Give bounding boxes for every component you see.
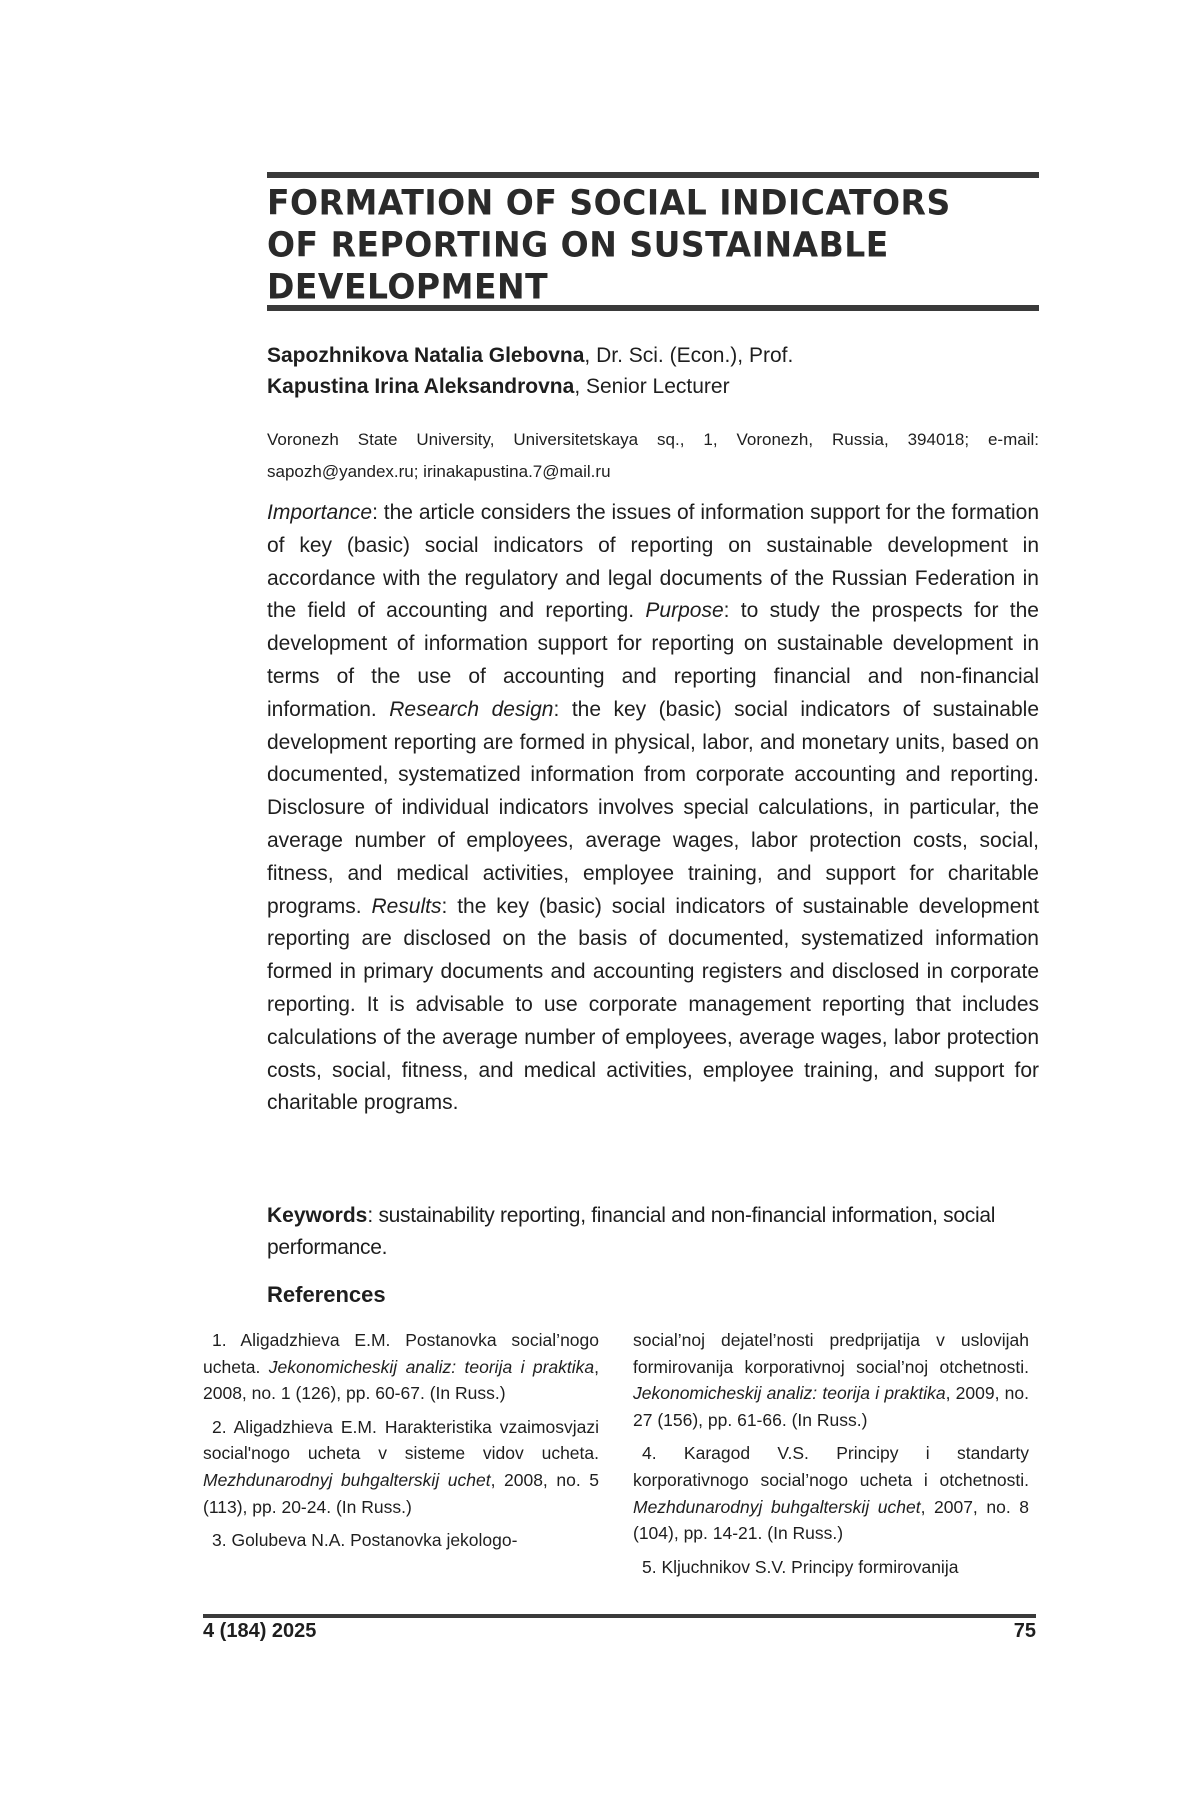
reference-3-continued [633, 1327, 1029, 1433]
title-line-2: OF REPORTING ON SUSTAINABLE [267, 224, 1039, 266]
reference-2-source: Mezhdunarodnyj buhgalterskij uchet [203, 1470, 491, 1490]
reference-3-start: 3. Golubeva N.A. Postanovka jekologo- [203, 1527, 599, 1554]
article-title [267, 182, 1039, 308]
author-2-name: Kapustina Irina Aleksandrovna [267, 375, 574, 398]
reference-3-details: , 2009, no. 27 (156), pp. 61-66. (In Russ.) [633, 1383, 1029, 1430]
reference-2-text: 2. Aligadzhieva E.M. Harakteristika vzaimosvjazi social'nogo ucheta v sisteme vidov ucheta. [203, 1417, 599, 1464]
results-text: : the key (basic) social indicators of sustainable development reporting are disclosed on the basis of documented, systematized information formed in primary documents and accounting registers and disclosed in corporate reporting. It is advisable to use corporate management reporting that includes calculations of the average number of employees, average wages, labor protection costs, social, fitness, and medical activities, employee training, and support for charitable programs. [267, 895, 1039, 1115]
importance-label: Importance [267, 501, 372, 524]
references-column-right [633, 1327, 1029, 1587]
research-design-text: : the key (basic) social indicators of sustainable development reporting are formed in physical, labor, and monetary units, based on documented, systematized information from corporate accounting and reporting. Disclosure of individual indicators involves special calculations, in particular, the average number of employees, average wages, labor protection costs, social, fitness, and medical activities, employee training, and support for charitable programs. [267, 698, 1039, 918]
reference-2-details: , 2008, no. 5 (113), pp. 20-24. (In Russ.) [203, 1470, 599, 1517]
reference-4 [633, 1440, 1029, 1546]
keywords-text: : sustainability reporting, financial and non-financial information, social performance. [267, 1204, 995, 1259]
author-2 [267, 371, 1039, 402]
issue-number: 4 (184) 2025 [203, 1620, 316, 1643]
abstract [267, 497, 1039, 1120]
author-1-credentials: , Dr. Sci. (Econ.), Prof. [584, 344, 793, 367]
purpose-text: : to study the prospects for the development of information support for reporting on sustainable development in terms of the use of accounting and reporting financial and non-financial information. [267, 599, 1039, 720]
title-line-3: DEVELOPMENT [267, 266, 1039, 308]
affiliation: Voronezh State University, Universitetskaya sq., 1, Voronezh, Russia, 394018; e-mail: sapozh@yandex.ru; irinakapustina.7@mail.ru [267, 424, 1039, 488]
reference-1 [203, 1327, 599, 1407]
footer-rule [203, 1614, 1036, 1618]
author-1 [267, 340, 1039, 371]
reference-4-text: 4. Karagod V.S. Principy i standarty korporativnogo social’nogo ucheta i otchetnosti. [633, 1443, 1029, 1490]
keywords [267, 1200, 1039, 1264]
reference-3-source: Jekonomicheskij analiz: teorija i praktika [633, 1383, 946, 1403]
results-label: Results [371, 895, 441, 918]
importance-text: : the article considers the issues of information support for the formation of key (basic) social indicators of reporting on sustainable development in accordance with the regulatory and legal documents of the Russian Federation in the field of accounting and reporting. [267, 501, 1039, 622]
research-design-label: Research design [389, 698, 553, 721]
reference-5-start: 5. Kljuchnikov S.V. Principy formirovanija [633, 1554, 1029, 1581]
purpose-label: Purpose [645, 599, 723, 622]
reference-4-details: , 2007, no. 8 (104), pp. 14-21. (In Russ.) [633, 1497, 1029, 1544]
title-line-1: FORMATION OF SOCIAL INDICATORS [267, 182, 1039, 224]
title-bottom-rule [267, 305, 1039, 311]
author-1-name: Sapozhnikova Natalia Glebovna [267, 344, 584, 367]
references-column-left [203, 1327, 599, 1561]
author-2-credentials: , Senior Lecturer [574, 375, 729, 398]
reference-1-source: Jekonomicheskij analiz: teorija i praktika [269, 1357, 594, 1377]
reference-1-text: 1. Aligadzhieva E.M. Postanovka social’nogo ucheta. [203, 1330, 599, 1377]
keywords-label: Keywords [267, 1204, 367, 1227]
author-list [267, 340, 1039, 402]
references-heading: References [267, 1282, 386, 1308]
journal-page [0, 0, 1200, 1801]
page-number: 75 [950, 1620, 1036, 1643]
title-top-rule [267, 172, 1039, 178]
reference-3-text: social’noj dejatel’nosti predprijatija v uslovijah formirovanija korporativnoj social’noj otchetnosti. [633, 1330, 1029, 1377]
reference-2 [203, 1414, 599, 1520]
reference-1-details: , 2008, no. 1 (126), pp. 60-67. (In Russ.) [203, 1357, 599, 1404]
reference-4-source: Mezhdunarodnyj buhgalterskij uchet [633, 1497, 921, 1517]
